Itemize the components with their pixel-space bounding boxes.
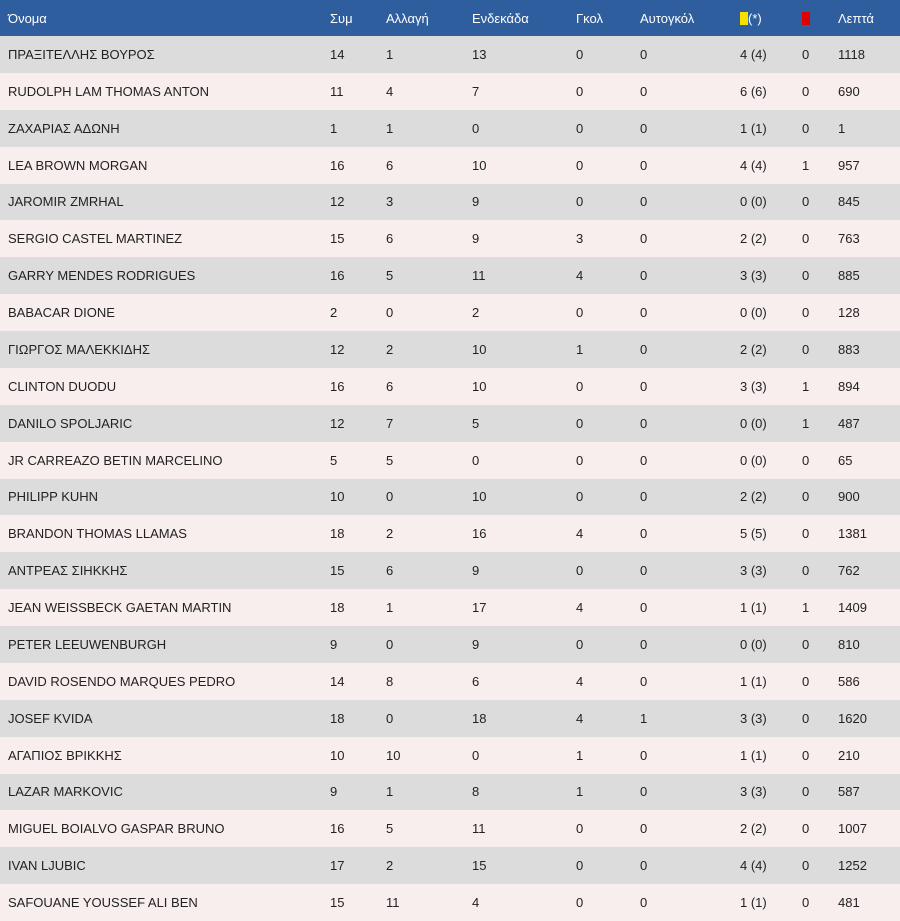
player-name[interactable]: ΖΑΧΑΡΙΑΣ ΑΔΩΝΗ (8, 120, 120, 136)
goals-cell: 0 (576, 563, 584, 579)
yellow-cards-cell: 5 (5) (740, 526, 767, 542)
yellow-cards-cell: 0 (0) (740, 415, 767, 431)
own-goals-cell: 0 (640, 268, 648, 284)
goals-cell: 4 (576, 268, 584, 284)
header-subs[interactable]: Αλλαγή (386, 10, 429, 26)
red-cards-cell: 0 (802, 784, 810, 800)
own-goals-cell: 0 (640, 452, 648, 468)
player-name[interactable]: ΓΙΩΡΓΟΣ ΜΑΛΕΚΚΙΔΗΣ (8, 341, 150, 357)
header-starts[interactable]: Ενδεκάδα (472, 10, 529, 26)
starts-cell: 2 (472, 305, 480, 321)
player-name[interactable]: ΠΡΑΞΙΤΕΛΛΗΣ ΒΟΥΡΟΣ (8, 46, 155, 62)
minutes-cell: 1118 (838, 46, 865, 62)
table-row (0, 589, 900, 626)
minutes-cell: 957 (838, 157, 860, 173)
subs-cell: 1 (386, 46, 394, 62)
table-row (0, 147, 900, 184)
red-cards-cell: 0 (802, 305, 810, 321)
header-red-cards[interactable] (794, 0, 830, 36)
player-name[interactable]: IVAN LJUBIC (8, 858, 86, 874)
subs-cell: 6 (386, 378, 394, 394)
apps-cell: 2 (330, 305, 338, 321)
yellow-cards-cell: 1 (1) (740, 747, 767, 763)
own-goals-cell: 0 (640, 46, 648, 62)
red-cards-cell: 0 (802, 120, 810, 136)
yellow-cards-cell: 0 (0) (740, 194, 767, 210)
apps-cell: 17 (330, 858, 345, 874)
red-cards-cell: 0 (802, 710, 810, 726)
header-minutes[interactable]: Λεπτά (838, 10, 874, 26)
goals-cell: 4 (576, 600, 584, 616)
yellow-cards-cell: 3 (3) (740, 378, 767, 394)
yellow-cards-cell: 3 (3) (740, 710, 767, 726)
red-cards-cell: 0 (802, 858, 810, 874)
goals-cell: 3 (576, 231, 584, 247)
red-cards-cell: 0 (802, 636, 810, 652)
apps-cell: 14 (330, 46, 345, 62)
goals-cell: 0 (576, 452, 584, 468)
red-cards-cell: 0 (802, 895, 810, 911)
starts-cell: 4 (472, 895, 480, 911)
subs-cell: 2 (386, 858, 394, 874)
player-name[interactable]: PETER LEEUWENBURGH (8, 636, 167, 652)
player-name[interactable]: BRANDON THOMAS LLAMAS (8, 526, 187, 542)
subs-cell: 5 (386, 821, 394, 837)
starts-cell: 5 (472, 415, 480, 431)
header-own-goals[interactable]: Αυτογκόλ (640, 10, 695, 26)
own-goals-cell: 0 (640, 305, 648, 321)
minutes-cell: 481 (838, 895, 860, 911)
red-cards-cell: 0 (802, 268, 810, 284)
yellow-cards-cell: 2 (2) (740, 489, 767, 505)
player-name[interactable]: SERGIO CASTEL MARTINEZ (8, 231, 183, 247)
own-goals-cell: 0 (640, 120, 648, 136)
yellow-cards-cell: 1 (1) (740, 600, 767, 616)
own-goals-cell: 0 (640, 378, 648, 394)
minutes-cell: 762 (838, 563, 860, 579)
own-goals-cell: 0 (640, 600, 648, 616)
own-goals-cell: 0 (640, 194, 648, 210)
subs-cell: 4 (386, 83, 394, 99)
goals-cell: 1 (576, 747, 584, 763)
table-row (0, 257, 900, 294)
goals-cell: 4 (576, 673, 584, 689)
starts-cell: 11 (472, 821, 486, 837)
table-row (0, 479, 900, 516)
own-goals-cell: 0 (640, 821, 648, 837)
starts-cell: 9 (472, 231, 480, 247)
apps-cell: 16 (330, 268, 345, 284)
starts-cell: 17 (472, 600, 487, 616)
table-row (0, 73, 900, 110)
yellow-cards-cell: 2 (2) (740, 231, 767, 247)
minutes-cell: 586 (838, 673, 860, 689)
minutes-cell: 690 (838, 83, 860, 99)
subs-cell: 10 (386, 747, 401, 763)
starts-cell: 9 (472, 636, 480, 652)
starts-cell: 11 (472, 268, 486, 284)
minutes-cell: 1409 (838, 600, 867, 616)
red-card-icon (802, 12, 810, 25)
apps-cell: 15 (330, 563, 345, 579)
subs-cell: 8 (386, 673, 394, 689)
apps-cell: 18 (330, 710, 345, 726)
apps-cell: 16 (330, 378, 345, 394)
yellow-cards-cell: 0 (0) (740, 636, 767, 652)
starts-cell: 16 (472, 526, 487, 542)
goals-cell: 0 (576, 120, 584, 136)
apps-cell: 5 (330, 452, 338, 468)
yellow-cards-cell: 6 (6) (740, 83, 767, 99)
subs-cell: 3 (386, 194, 394, 210)
player-name[interactable]: ΑΝΤΡΕΑΣ ΣΙΗΚΚΗΣ (8, 563, 128, 579)
minutes-cell: 810 (838, 636, 860, 652)
own-goals-cell: 1 (640, 710, 648, 726)
red-cards-cell: 0 (802, 526, 810, 542)
own-goals-cell: 0 (640, 526, 648, 542)
goals-cell: 0 (576, 305, 584, 321)
yellow-cards-cell: 1 (1) (740, 120, 767, 136)
red-cards-cell: 0 (802, 563, 810, 579)
subs-cell: 6 (386, 563, 394, 579)
minutes-cell: 1007 (838, 821, 867, 837)
goals-cell: 0 (576, 636, 584, 652)
subs-cell: 1 (386, 120, 394, 136)
yellow-cards-cell: 4 (4) (740, 46, 767, 62)
starts-cell: 10 (472, 341, 487, 357)
starts-cell: 8 (472, 784, 480, 800)
table-row (0, 110, 900, 147)
apps-cell: 14 (330, 673, 345, 689)
goals-cell: 0 (576, 46, 584, 62)
minutes-cell: 845 (838, 194, 860, 210)
yellow-cards-cell: 0 (0) (740, 452, 767, 468)
table-header (0, 0, 900, 36)
player-name[interactable]: GARRY MENDES RODRIGUES (8, 268, 196, 284)
table-row (0, 294, 900, 331)
starts-cell: 15 (472, 858, 487, 874)
table-row (0, 737, 900, 774)
subs-cell: 6 (386, 231, 394, 247)
table-row (0, 220, 900, 257)
yellow-cards-cell: 4 (4) (740, 157, 767, 173)
table-row (0, 368, 900, 405)
apps-cell: 9 (330, 784, 338, 800)
subs-cell: 7 (386, 415, 394, 431)
table-body (0, 36, 900, 921)
header-row (0, 0, 900, 36)
apps-cell: 11 (330, 83, 344, 99)
own-goals-cell: 0 (640, 636, 648, 652)
goals-cell: 4 (576, 710, 584, 726)
starts-cell: 6 (472, 673, 480, 689)
minutes-cell: 894 (838, 378, 860, 394)
starts-cell: 18 (472, 710, 487, 726)
own-goals-cell: 0 (640, 784, 648, 800)
table-row (0, 442, 900, 479)
minutes-cell: 210 (838, 747, 860, 763)
goals-cell: 1 (576, 784, 584, 800)
player-name[interactable]: LEA BROWN MORGAN (8, 157, 148, 173)
starts-cell: 7 (472, 83, 480, 99)
player-name[interactable]: RUDOLPH LAM THOMAS ANTON (8, 83, 210, 99)
red-cards-cell: 0 (802, 673, 810, 689)
table-row (0, 626, 900, 663)
subs-cell: 2 (386, 526, 394, 542)
starts-cell: 0 (472, 747, 480, 763)
apps-cell: 12 (330, 415, 345, 431)
minutes-cell: 1620 (838, 710, 867, 726)
red-cards-cell: 0 (802, 821, 810, 837)
table-row (0, 552, 900, 589)
subs-cell: 0 (386, 636, 394, 652)
minutes-cell: 1 (838, 120, 846, 136)
red-cards-cell: 1 (802, 378, 810, 394)
minutes-cell: 883 (838, 341, 860, 357)
own-goals-cell: 0 (640, 858, 648, 874)
header-name[interactable]: Όνομα (8, 10, 47, 26)
goals-cell: 4 (576, 526, 584, 542)
table-row (0, 405, 900, 442)
goals-cell: 0 (576, 895, 584, 911)
goals-cell: 0 (576, 821, 584, 837)
apps-cell: 9 (330, 636, 338, 652)
subs-cell: 0 (386, 489, 394, 505)
table-row (0, 700, 900, 737)
red-cards-cell: 0 (802, 341, 810, 357)
apps-cell: 18 (330, 526, 345, 542)
minutes-cell: 763 (838, 231, 860, 247)
minutes-cell: 900 (838, 489, 860, 505)
starts-cell: 0 (472, 452, 480, 468)
own-goals-cell: 0 (640, 341, 648, 357)
yellow-cards-cell: 1 (1) (740, 895, 767, 911)
header-yellow-suffix: (*) (748, 10, 762, 26)
starts-cell: 10 (472, 489, 487, 505)
goals-cell: 0 (576, 157, 584, 173)
apps-cell: 18 (330, 600, 345, 616)
table-row (0, 515, 900, 552)
red-cards-cell: 0 (802, 46, 810, 62)
red-cards-cell: 0 (802, 452, 810, 468)
goals-cell: 0 (576, 194, 584, 210)
apps-cell: 12 (330, 341, 345, 357)
minutes-cell: 487 (838, 415, 860, 431)
player-name[interactable]: PHILIPP KUHN (8, 489, 99, 505)
table-row (0, 36, 900, 73)
red-cards-cell: 1 (802, 157, 810, 173)
apps-cell: 16 (330, 821, 345, 837)
player-name[interactable]: CLINTON DUODU (8, 378, 117, 394)
own-goals-cell: 0 (640, 157, 648, 173)
table-row (0, 184, 900, 221)
yellow-cards-cell: 4 (4) (740, 858, 767, 874)
table-row (0, 331, 900, 368)
apps-cell: 15 (330, 895, 345, 911)
starts-cell: 10 (472, 157, 487, 173)
player-name[interactable]: JOSEF KVIDA (8, 710, 93, 726)
apps-cell: 15 (330, 231, 345, 247)
apps-cell: 10 (330, 747, 345, 763)
player-name[interactable]: ΑΓΑΠΙΟΣ ΒΡΙΚΚΗΣ (8, 747, 122, 763)
subs-cell: 2 (386, 341, 394, 357)
minutes-cell: 128 (838, 305, 860, 321)
subs-cell: 1 (386, 784, 394, 800)
red-cards-cell: 1 (802, 415, 810, 431)
apps-cell: 12 (330, 194, 345, 210)
goals-cell: 0 (576, 83, 584, 99)
own-goals-cell: 0 (640, 747, 648, 763)
yellow-cards-cell: 1 (1) (740, 673, 767, 689)
yellow-cards-cell: 2 (2) (740, 341, 767, 357)
subs-cell: 0 (386, 710, 394, 726)
table-row (0, 847, 900, 884)
apps-cell: 1 (330, 120, 338, 136)
goals-cell: 1 (576, 341, 584, 357)
own-goals-cell: 0 (640, 415, 648, 431)
player-name[interactable]: SAFOUANE YOUSSEF ALI BEN (8, 895, 198, 911)
starts-cell: 13 (472, 46, 487, 62)
minutes-cell: 1252 (838, 858, 867, 874)
apps-cell: 10 (330, 489, 345, 505)
minutes-cell: 587 (838, 784, 860, 800)
player-name[interactable]: DAVID ROSENDO MARQUES PEDRO (8, 673, 236, 689)
subs-cell: 5 (386, 452, 394, 468)
player-name[interactable]: MIGUEL BOIALVO GASPAR BRUNO (8, 821, 225, 837)
red-cards-cell: 1 (802, 600, 810, 616)
starts-cell: 9 (472, 563, 480, 579)
player-name[interactable]: BABACAR DIONE (8, 305, 115, 321)
table-row (0, 884, 900, 921)
minutes-cell: 885 (838, 268, 860, 284)
player-name[interactable]: JR CARREAZO BETIN MARCELINO (8, 452, 223, 468)
subs-cell: 5 (386, 268, 394, 284)
subs-cell: 11 (386, 895, 400, 911)
red-cards-cell: 0 (802, 231, 810, 247)
minutes-cell: 65 (838, 452, 853, 468)
yellow-cards-cell: 0 (0) (740, 305, 767, 321)
own-goals-cell: 0 (640, 563, 648, 579)
yellow-cards-cell: 3 (3) (740, 563, 767, 579)
header-apps[interactable]: Συμ (330, 10, 353, 26)
yellow-cards-cell: 2 (2) (740, 821, 767, 837)
goals-cell: 0 (576, 415, 584, 431)
subs-cell: 1 (386, 600, 394, 616)
subs-cell: 6 (386, 157, 394, 173)
yellow-cards-cell: 3 (3) (740, 784, 767, 800)
subs-cell: 0 (386, 305, 394, 321)
goals-cell: 0 (576, 489, 584, 505)
starts-cell: 10 (472, 378, 487, 394)
own-goals-cell: 0 (640, 895, 648, 911)
player-name[interactable]: LAZAR MARKOVIC (8, 784, 123, 800)
yellow-card-icon (740, 12, 748, 25)
red-cards-cell: 0 (802, 194, 810, 210)
apps-cell: 16 (330, 157, 345, 173)
red-cards-cell: 0 (802, 489, 810, 505)
yellow-cards-cell: 3 (3) (740, 268, 767, 284)
header-goals[interactable]: Γκολ (576, 10, 603, 26)
player-name[interactable]: JAROMIR ZMRHAL (8, 194, 124, 210)
table-row (0, 810, 900, 847)
minutes-cell: 1381 (838, 526, 867, 542)
table-row (0, 663, 900, 700)
red-cards-cell: 0 (802, 747, 810, 763)
own-goals-cell: 0 (640, 231, 648, 247)
own-goals-cell: 0 (640, 83, 648, 99)
table-row (0, 774, 900, 811)
goals-cell: 0 (576, 378, 584, 394)
starts-cell: 9 (472, 194, 480, 210)
red-cards-cell: 0 (802, 83, 810, 99)
own-goals-cell: 0 (640, 489, 648, 505)
player-name[interactable]: JEAN WEISSBECK GAETAN MARTIN (8, 600, 232, 616)
player-name[interactable]: DANILO SPOLJARIC (8, 415, 133, 431)
goals-cell: 0 (576, 858, 584, 874)
starts-cell: 0 (472, 120, 480, 136)
own-goals-cell: 0 (640, 673, 648, 689)
header-yellow-cards[interactable] (732, 0, 794, 36)
